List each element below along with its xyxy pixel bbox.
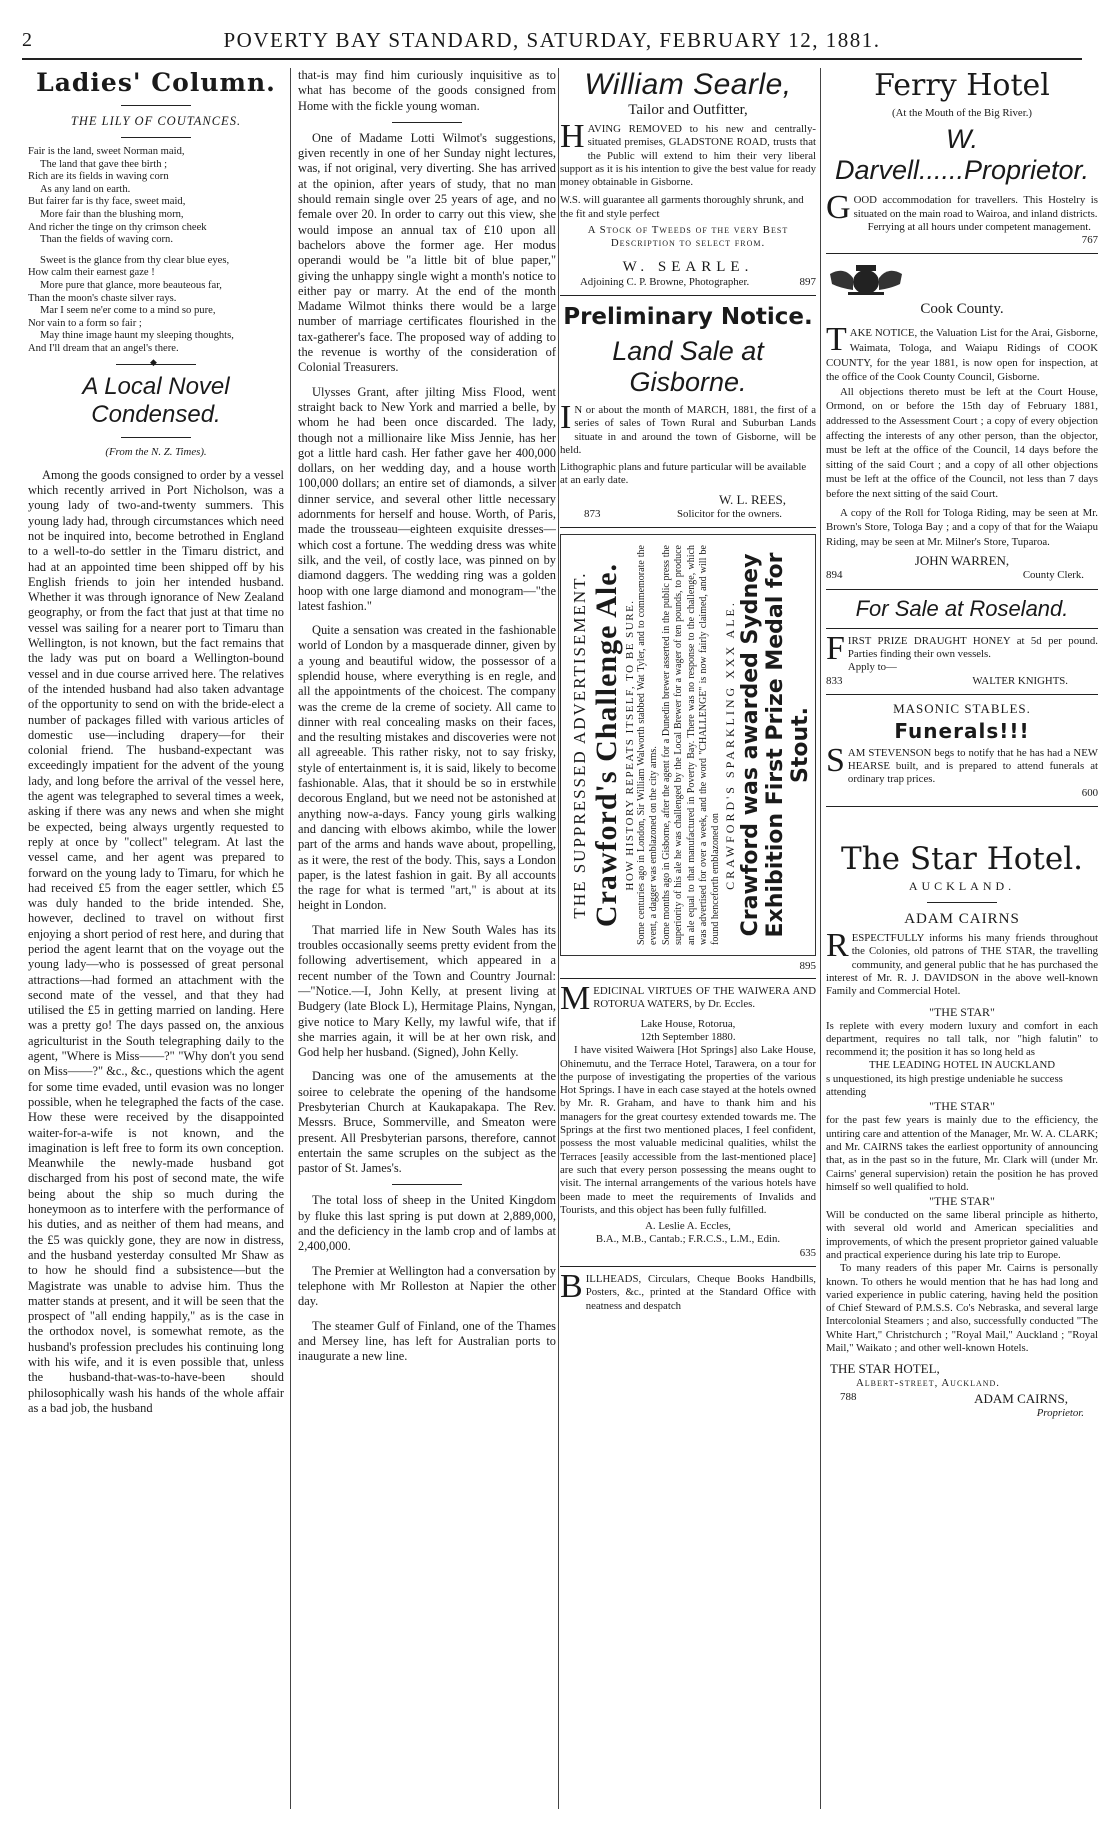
land-sale-body: IN or about the month of MARCH, 1881, the first of a series of sales of Town Rural and Suburban Lands situate in and around the town of Gisborne, will be held. <box>560 398 816 456</box>
searle-trade: Tailor and Outfitter, <box>628 102 748 118</box>
star-hotel-sign: ADAM CAIRNS, <box>974 1390 1068 1406</box>
roseland-sign: WALTER KNIGHTS. <box>972 674 1068 687</box>
ad-number: 767 <box>1081 234 1098 247</box>
divider <box>560 527 816 528</box>
coat-of-arms-icon <box>826 264 906 296</box>
star-hotel-experience: To many readers of this paper Mr. Cairns is personally known. To others he would mention that he has had long and varied experience in public catering, having held the position of Chief Steward of P.M.S.S. Co's Nebraska, and several large Intercolonial Steamers ; and also, successfully conducted "The White Hart," Christchurch ; "Royal Mail," Auckland ; "Royal Mail," Waikato ; and other well-known Hotels. <box>826 1262 1098 1355</box>
article-wilmot: One of Madame Lotti Wilmot's suggestions, given recently in one of her Sunday night lectures, was, if not original, very diverting. She has arrived at the opinion, after years of study, that no man should remain single over 25 years of age, and no female over 20. In order to carry out this view, she would impose an annual tax of £10 upon all bachelors above the former age. Her modus operandi would be "a little bit of blue paper," giving the unhappy single wight a month's notice to either pay or marry. At the end of the month Madame Wilmot thinks there would be a large number of marriage certificates flourished in the tax-gatherer's face. The proposed way of adding to the revenue is worthy of the consideration of Colonial Treasurers. <box>298 130 556 375</box>
searle-name: William Searle, <box>584 68 792 101</box>
article-sheep: The total loss of sheep in the United Kingdom by fluke this last spring is put down at 2,889,000, and the deficiency in the lamb crop and of lambs at 2,400,000. <box>298 1193 556 1254</box>
article-steamer: The steamer Gulf of Finland, one of the Thames and Mersey line, has left for Australian ports to inaugurate a new line. <box>298 1318 556 1364</box>
masonic-stables: MASONIC STABLES. <box>893 700 1031 716</box>
poem-line: But fairer far is thy face, sweet maid, <box>28 196 186 208</box>
poem-title: THE LILY OF COUTANCES. <box>70 114 242 128</box>
crawford-advertisement <box>560 534 816 956</box>
ad-number: 788 <box>840 1390 857 1403</box>
divider <box>392 1184 462 1185</box>
divider <box>927 902 997 903</box>
searle-address: Adjoining C. P. Browne, Photographer. <box>580 275 750 288</box>
cook-county-role: County Clerk. <box>1022 569 1084 582</box>
article-kelly: That married life in New South Wales has its troubles occasionally seems pretty evident from the following advertisement, which appeared in a recent number of the Town and Country Journal:—"Notice.—I, John Kelly, at present living at Budgery (late Block L), Hermitage Plains, Nyngan, give notice to Mary Kelly, my lawful wife, that if she marries again, it will be at her own risk, and God help her husband. (Signed), John Kelly. <box>298 922 556 1060</box>
column-2 <box>298 68 556 1821</box>
funerals-title: Funerals!!! <box>894 718 1030 743</box>
divider <box>560 978 816 979</box>
ferry-hotel-location: (At the Mouth of the Big River.) <box>891 107 1033 119</box>
novel-source: (From the N. Z. Times). <box>105 445 207 458</box>
poem-line: Sweet is the glance from thy clear blue eyes, <box>40 254 230 266</box>
cook-county-objections: All objections thereto must be left at the Court House, Ormond, on or before the 15th day of February 1881, addressed to the Assessment Court ; a copy of every objection affecting the interests of any other person, than the objector, must be left at the office of the Council, 14 days before the sitting of the said Court ; and a copy of all other objections must be left at the office of the Council, not less than 7 days before the next sitting of the said Court. <box>826 385 1098 501</box>
land-sale-plans: Lithographic plans and future particular will be available at an early date. <box>560 461 807 487</box>
roseland-body: FIRST PRIZE DRAUGHT HONEY at 5d per pound. Parties finding their own vessels. <box>826 629 1098 667</box>
divider <box>826 806 1098 807</box>
ferry-hotel-ferrying: Ferrying at all hours under competent management. <box>867 220 1091 233</box>
preliminary-notice: Preliminary Notice. <box>563 303 813 330</box>
star-hotel-quote: "THE STAR" <box>929 1194 995 1209</box>
cook-county-sign: JOHN WARREN, <box>914 553 1010 569</box>
crawford-heading: THE SUPPRESSED ADVERTISEMENT. <box>570 571 589 919</box>
ferry-hotel-title: Ferry Hotel <box>874 68 1050 103</box>
column-rule <box>558 68 559 1809</box>
divider <box>826 589 1098 590</box>
star-hotel-role: Proprietor. <box>1036 1406 1084 1419</box>
ferry-hotel-body: GOOD accommodation for travellers. This Hostelry is situated on the main road to Wairoa, and inland districts. <box>826 189 1098 227</box>
divider <box>826 628 1098 629</box>
poem <box>28 146 284 356</box>
article-premier: The Premier at Wellington had a conversation by telephone with Mr Rolleston at Napier the other day. <box>298 1263 556 1309</box>
poem-line: Mar I seem ne'er come to a mind so pure, <box>40 305 216 317</box>
land-sale-role: Solicitor for the owners. <box>677 507 782 520</box>
medicinal-sign: A. Leslie A. Eccles, <box>645 1220 731 1233</box>
star-hotel-quote: "THE STAR" <box>929 1004 995 1019</box>
star-hotel-conducted: Will be conducted on the same liberal principle as hitherto, with several old world and American specialities and improvements, of which the present proprietor gained valuable and practical experience during his late trip to Europe. <box>826 1209 1098 1261</box>
column-4 <box>826 68 1098 1821</box>
ad-number: 873 <box>584 507 601 520</box>
crawford-subtitle: HOW HISTORY REPEATS ITSELF, TO BE SURE. <box>624 599 636 891</box>
poem-line: And richer the tinge on thy crimson cheek <box>28 221 207 233</box>
ad-number: 635 <box>799 1246 816 1259</box>
poem-line: Nor vain to a form so fair ; <box>28 317 142 329</box>
divider <box>826 253 1098 254</box>
medicinal-heading: MEDICINAL VIRTUES OF THE WAIWERA AND ROTORUA WATERS, by Dr. Eccles. <box>560 980 816 1018</box>
star-hotel-title: The Star Hotel. <box>841 841 1083 878</box>
medicinal-body: I have visited Waiwera [Hot Springs] also Lake House, Ohinemutu, and the Terrace Hotel, Tarawera, on a tour for the purpose of investigating the properties of the various Hot Springs. I have in each case stayed at the hotels owned by Mr. R. Graham, and have to thank him and his managers for the great courtesy extended towards me. The Springs at the first two mentioned places, I feel confident, possess the most valuable medicinal qualities, whilst the Terraces [easily accessible from the last-mentioned place] are such that every person possessing the means ought to visit. The internal arrangements of the various hotels have been made to meet the requirements of Invalids and Tourists, and this object has been fully fulfilled. <box>560 1044 816 1216</box>
poem-line: Rich are its fields in waving corn <box>28 171 169 183</box>
divider <box>392 122 462 123</box>
section-title-ladies: Ladies' Column. <box>36 68 276 97</box>
medicinal-place: Lake House, Rotorua, <box>640 1017 736 1030</box>
poem-line <box>28 247 284 255</box>
roseland-title: For Sale at Roseland. <box>855 595 1069 621</box>
star-hotel-intro: RESPECTFULLY informs his many friends throughout the Colonies, old patrons of THE STAR, the travelling community, and general public that he has purchased the interest of Mr. R. J. DAVIDSON in the above well-known Family and Commercial Hotel. <box>826 927 1098 998</box>
divider <box>560 1266 816 1267</box>
page-number: 2 <box>22 28 34 51</box>
star-hotel-quote: "THE STAR" <box>929 1099 995 1114</box>
divider <box>560 295 816 296</box>
ad-number: 833 <box>826 674 843 687</box>
billheads-ad: BILLHEADS, Circulars, Cheque Books Handbills, Posters, &c., printed at the Standard Office with neatness and despatch <box>560 1267 816 1312</box>
searle-body: HAVING REMOVED to his new and centrally-situated premises, GLADSTONE ROAD, trusts that the Public will extend to him their very liberal support as it is his intention to give the best value for ready money obtainable in Gisborne. <box>560 118 816 189</box>
star-hotel-footer: THE STAR HOTEL, <box>830 1361 940 1377</box>
star-hotel-street: Albert-street, Auckland. <box>856 1377 1000 1390</box>
crawford-title: Crawford's Challenge Ale. <box>590 562 623 928</box>
ad-number: 894 <box>826 569 843 582</box>
star-hotel-city: AUCKLAND. <box>908 879 1016 894</box>
searle-stock: A Stock of Tweeds of the very Best Description to select from. <box>587 224 789 250</box>
star-hotel-leading: THE LEADING HOTEL IN AUCKLAND <box>868 1059 1056 1072</box>
cook-county-notice: TAKE NOTICE, the Valuation List for the Arai, Gisborne, Waimata, Tologa, and Waiapu Ridings of COOK COUNTY, for the year 1881, is now open for inspection, at the office of the Cook County Council, Gisborne. <box>826 321 1098 384</box>
article-paragraph: that-is may find him curiously inquisitive as to what has become of the goods consigned from Home with the fickle young woman. <box>298 68 556 113</box>
searle-sign: W. SEARLE. <box>622 258 754 275</box>
divider <box>121 105 191 106</box>
poem-line: How calm their earnest gaze ! <box>28 267 155 279</box>
poem-line: Than the moon's chaste silver rays. <box>28 292 177 304</box>
column-rule <box>820 68 821 1809</box>
poem-line: More fair than the blushing morn, <box>40 208 184 220</box>
column-1 <box>28 68 284 1821</box>
cook-county-roll: A copy of the Roll for Tologa Riding, may be seen at Mr. Brown's Store, Tologa Bay ; and a copy of that for the Waiapu Riding, may be seen at Mr. Milner's Store, Tuparoa. <box>826 506 1098 548</box>
roseland-apply: Apply to— <box>847 661 897 674</box>
divider <box>121 437 191 438</box>
star-hotel-owner: ADAM CAIRNS <box>904 911 1020 928</box>
article-grant: Ulysses Grant, after jilting Miss Flood, went straight back to New York and married a belle, by whom he had been once discarded. The lady, though not a millionaire like Miss Jennie, has her got a little hard cash. Her father gave her 400,000 dollars, on her wedding day, and a house worth 100,000 dollars; an entire set of diamonds, a silver dinner service, and several other little necessary adornments for herself and house. Worth, of Paris, made the trousseau—eighteen exquisite dresses—which cost a fortune. The wedding dress was white silk, and the veil, of costly lace, was pinned on by diamond daggers. The wedding ring was a golden hoop with one large diamond and monogram—"the latest fashion." <box>298 384 556 613</box>
poem-line: The land that gave thee birth ; <box>40 158 168 170</box>
cook-county-title: Cook County. <box>920 301 1004 318</box>
novel-title: A Local Novel Condensed. <box>82 372 230 428</box>
star-hotel-manager: for the past few years is mainly due to the efficiency, the untiring care and attention of the Manager, Mr. W. A. CLARK; and Mr. CAIRNS takes the earliest opportunity of announcing that, as in the past so in the future, Mr. Clark will (under Mr. Cairns' general supervision) retain the position he has proved himself so well qualified to hold. <box>826 1114 1098 1193</box>
article-dancing: Dancing was one of the amusements at the soiree to celebrate the opening of the handsome Presbyterian Church at Kaukapakapa. The Rev. Messrs. Bruce, Sommerville, and Smeaton were present. All Presbyterian parsons, therefore, cannot entertain the same scruples on the subject as the pastor of St. James's. <box>298 1069 556 1176</box>
masthead <box>22 22 1082 60</box>
ferry-hotel-proprietor: W. Darvell......Proprietor. <box>834 124 1090 186</box>
crawford-text-london: Some centuries ago in London, Sir William Walworth stabbed Wat Tyler, and to commemorate the event, a dagger was emblazoned on the city arms. <box>636 545 660 946</box>
ad-number: 897 <box>799 275 816 288</box>
divider <box>121 137 191 138</box>
divider <box>826 694 1098 695</box>
medicinal-date: 12th September 1880. <box>640 1030 736 1043</box>
poem-line: More pure that glance, more beauteous far, <box>40 279 222 291</box>
ad-number: 895 <box>799 960 816 973</box>
column-rule <box>290 68 291 1809</box>
poem-line: May thine image haunt my sleeping thoughts, <box>40 330 234 342</box>
land-sale-title: Land Sale at Gisborne. <box>612 335 764 397</box>
divider <box>116 364 196 365</box>
novel-paragraph: Among the goods consigned to order by a vessel which recently arrived in Port Nicholson, was a young lady of two-and-twenty summers. This young lady had, through circumstances which need not be inquired into, become betrothed in England to a well-to-do settler in the Timaru district, and had at an appointed time been shipped off by his English friends to join her intended husband. Whether it was through ignorance of New Zealand geography, or from the fact that just at that time no vessel was sailing for a nearer port to Timaru than Wellington, is not known, but the fact remains that the lady was put on board a Wellington-bound vessel and in due course arrived here. The relatives of the intended husband had also taken advantage of the opportunity to send on with the bride-elect a number of packages filled with various articles of domestic use—including drapery—for their colonial friend. The husband-expectant was exceedingly impatient for the advent of the young lady, and long before the arrival of the vessel here, the agent was telegraphed to several times a week, asking if there was any news and when she might be expected, being always urgently requested to reply at once by "collect" telegram. At last the vessel came, and her agent was prepared to forward on the young lady to Timaru, for which he had received £5 from the eager settler, which £5 was duly handed to the bride intended. She, however, declined to travel on without first enjoying a short period of rest here, and during that period the agent learnt that on the voyage out the young lady—who is possessed of great personal attractions—had formed an attachment with the second mate of the vessel, and that they had utilised the £5 in getting married on landing. Here was a pretty go! The days passed on, the anxious agriculturist in the South telegraphing daily to the agent, "Where is Miss——?" "Why don't you send on Miss——?" &c., &c., questions which the agent for some time evaded, until evasion was no longer possible, when he telegraphed the facts of the case. How these were received by the disappointed waiter-for-a-wife is not known, and the imagination is left free to form its own conception. Meanwhile the newly-made husband got discharged from his post of second mate, the wife being about the ship so much during the honeymoon as to interfere with the performance of his duties, and as neither of them had means, and the £5 was quickly gone, they are now in distress, and the husband yesterday consulted Mr Shaw as to how he should find a subsistence—but the Magistrate was unable to advise him. Thus the matter stands at present, and it will be seen that the prospect of "all ending happily," as is the case in the orthodox novel, is somewhat remote, as the husband's profession precludes his continuing long with his wife, and it is even possible that, unless the husband-that-was-to-have-been should philosophically wash his hands of the whole affair as a bad job, the husband <box>28 467 284 1415</box>
crawford-award: Crawford was awarded Sydney Exhibition First Prize Medal for Stout. <box>737 552 813 938</box>
masthead-title: POVERTY BAY STANDARD, SATURDAY, FEBRUARY 12, 1881. <box>223 27 881 52</box>
medicinal-credentials: B.A., M.B., Cantab.; F.R.C.S., L.M., Edin. <box>595 1233 781 1246</box>
land-sale-sign: W. L. REES, <box>718 491 786 507</box>
poem-line: As any land on earth. <box>40 183 131 195</box>
star-hotel-luxury: Is replete with every modern luxury and comfort in each department, requires no tall talk, nor "high falutin" to recommend it; the position it has so long held as <box>826 1019 1098 1059</box>
poem-line: Than the fields of waving corn. <box>40 234 173 246</box>
star-hotel-prestige: s unquestioned, its high prestige undeniable he success attending <box>826 1072 1063 1099</box>
ad-number: 600 <box>1081 786 1098 799</box>
funerals-body: SAM STEVENSON begs to notify that he has had a NEW HEARSE built, and is prepared to attend funerals at ordinary trap prices. <box>826 741 1098 786</box>
article-masquerade: Quite a sensation was created in the fashionable world of London by a masquerade dinner, given by a young and beautiful widow, the possessor of a splendid house, where everything is en regle, and all the appointments of the choicest. The company was the creme de la creme of society. All came to dinner with real concealing masks on their faces, and the resulting mistakes and discoveries were not all agreeable. This rather risky, not to say frisky, style of entertainment is, it is said, likely to become fashionable. Alas, that it should be so in erstwhile decorous England, but we need not be astonished at anything now-a-days. Fancy young girls walking and dancing with elbows akimbo, while the lower part of the arms and hands wave about, propelling, as it were, the rest of the body. This, says a London paper, is the latest fashion in gait. By all accounts the rage for what is termed "art," is about at its height in London. <box>298 623 556 913</box>
poem-line: And I'll dream that an angel's there. <box>28 342 179 354</box>
crawford-text-gisborne: Some months ago in Gisborne, after the agent for a Dunedin brewer asserted in the public press the superiority of his ale he was challenged by the Local Brewer for a wager of ten pounds, to produce an ale equal to that manufactured in Poverty Bay. There was no response to the challenge, which was advertised for over a week, and the word "CHALLENGE" is now fairly claimed, and will be found henceforth emblazoned on <box>660 545 722 946</box>
crawford-product: CRAWFORD'S SPARKLING XXX ALE. <box>722 600 737 890</box>
column-3 <box>560 68 816 1821</box>
searle-guarantee: W.S. will guarantee all garments thoroughly shrunk, and the fit and style perfect <box>560 194 804 220</box>
poem-line: Fair is the land, sweet Norman maid, <box>28 146 185 157</box>
